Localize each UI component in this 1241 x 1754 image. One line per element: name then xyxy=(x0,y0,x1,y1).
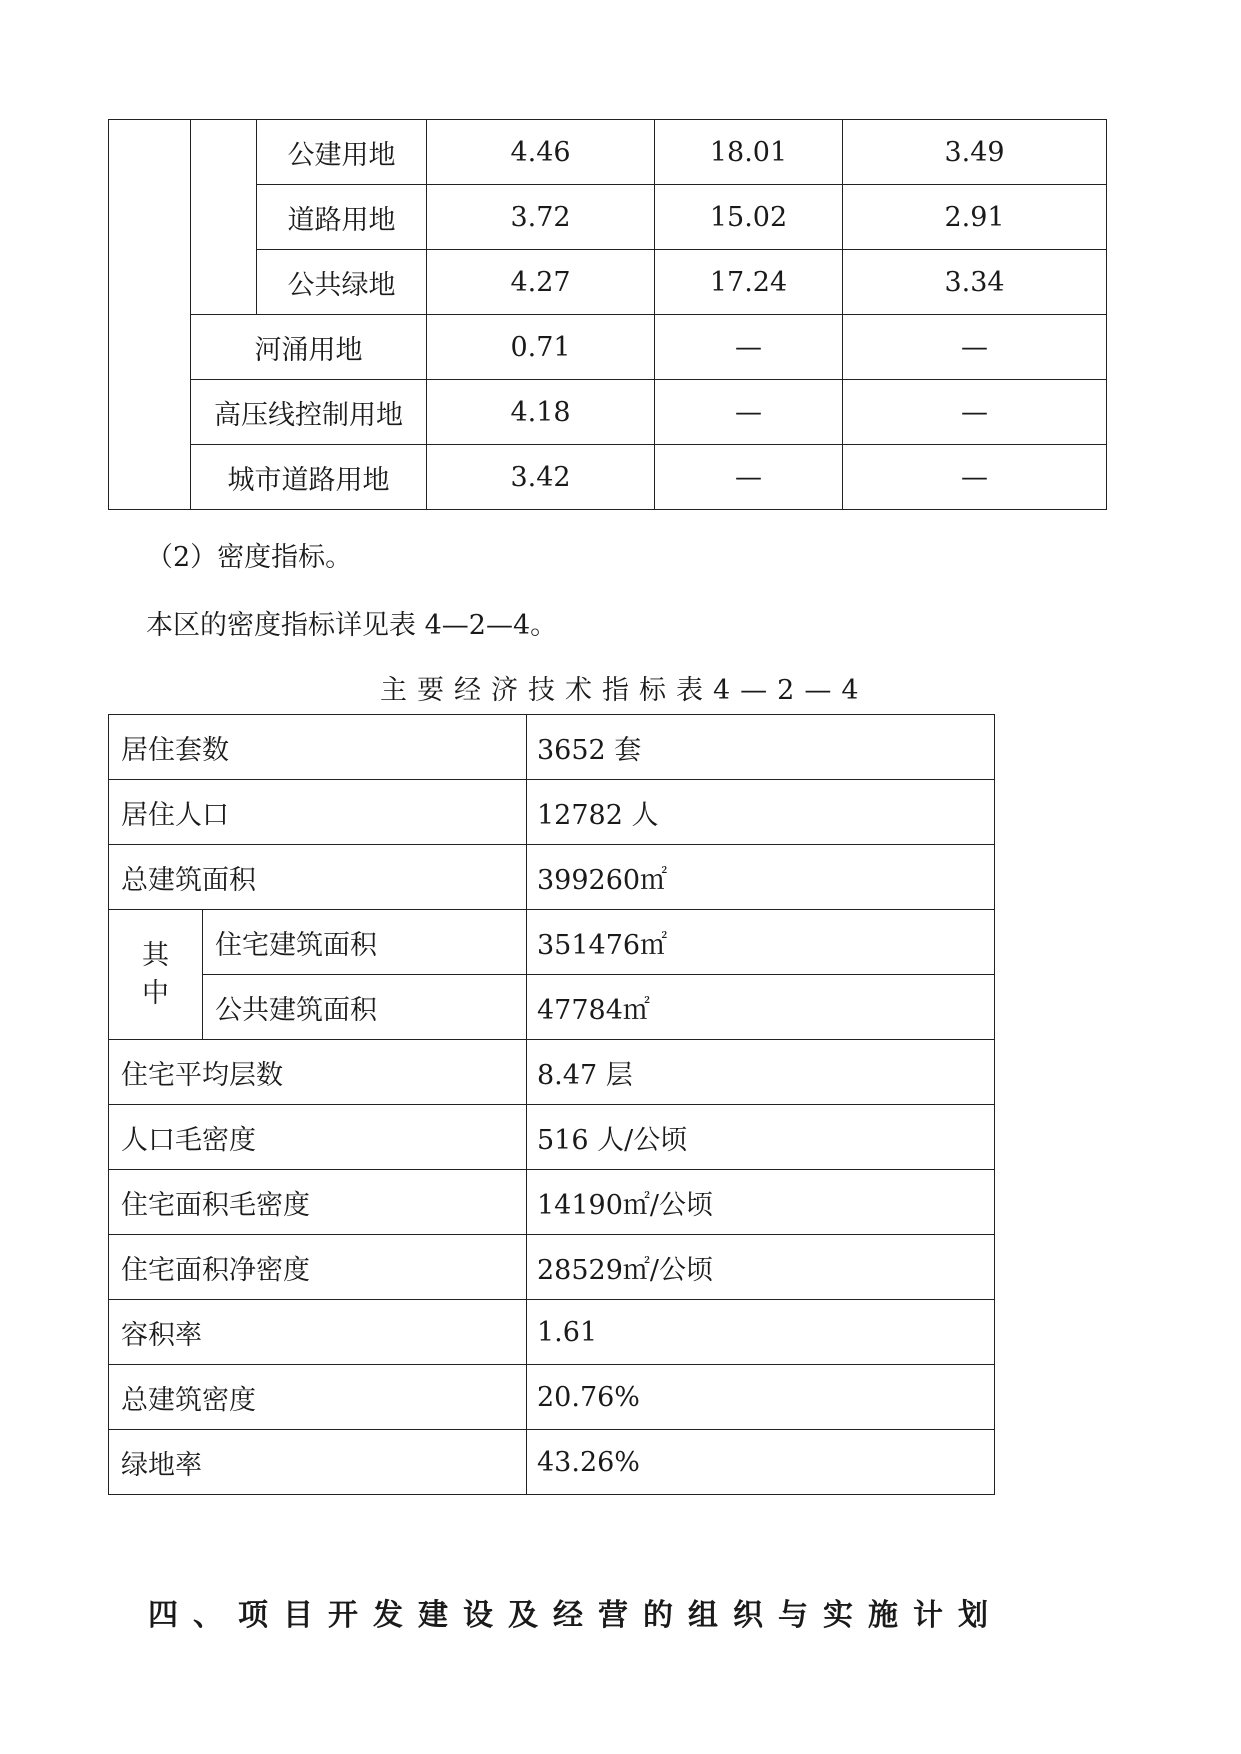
table-row xyxy=(109,445,1107,510)
indicator-value: 516 人/公顷 xyxy=(527,1105,995,1170)
indicator-label: 居住套数 xyxy=(109,715,527,780)
table-row xyxy=(109,1040,995,1105)
indicator-table xyxy=(108,714,995,1495)
table-row xyxy=(109,975,995,1040)
table-row xyxy=(109,845,995,910)
indicator-label: 人口毛密度 xyxy=(109,1105,527,1170)
value-cell: 3.49 xyxy=(843,120,1107,185)
land-use-name: 公共绿地 xyxy=(257,250,427,315)
value-cell: — xyxy=(843,380,1107,445)
value-cell: — xyxy=(655,445,843,510)
table-row xyxy=(109,380,1107,445)
land-use-table xyxy=(108,119,1107,510)
indicator-value: 351476㎡ xyxy=(527,910,995,975)
table-row xyxy=(109,1430,995,1495)
density-intro: 本区的密度指标详见表 4—2—4。 xyxy=(146,610,558,641)
table-row xyxy=(109,185,1107,250)
value-cell: — xyxy=(843,445,1107,510)
blank-cell xyxy=(191,120,257,315)
indicator-label: 公共建筑面积 xyxy=(203,975,527,1040)
indicator-label: 容积率 xyxy=(109,1300,527,1365)
table-row xyxy=(109,315,1107,380)
indicator-value: 1.61 xyxy=(527,1300,995,1365)
indicator-label: 住宅面积净密度 xyxy=(109,1235,527,1300)
land-use-name: 城市道路用地 xyxy=(191,445,427,510)
indicator-label: 总建筑密度 xyxy=(109,1365,527,1430)
table-row xyxy=(109,120,1107,185)
table-row xyxy=(109,1365,995,1430)
indicator-value: 28529㎡/公顷 xyxy=(527,1235,995,1300)
indicator-value: 8.47 层 xyxy=(527,1040,995,1105)
group-label xyxy=(109,910,203,1040)
table-row xyxy=(109,910,995,975)
table-row xyxy=(109,1170,995,1235)
value-cell: 4.46 xyxy=(427,120,655,185)
value-cell: 4.27 xyxy=(427,250,655,315)
value-cell: 17.24 xyxy=(655,250,843,315)
indicator-label: 居住人口 xyxy=(109,780,527,845)
value-cell: 3.72 xyxy=(427,185,655,250)
indicator-value: 47784㎡ xyxy=(527,975,995,1040)
land-use-name: 高压线控制用地 xyxy=(191,380,427,445)
indicator-value: 3652 套 xyxy=(527,715,995,780)
value-cell: 2.91 xyxy=(843,185,1107,250)
indicator-label: 绿地率 xyxy=(109,1430,527,1495)
indicator-label: 住宅建筑面积 xyxy=(203,910,527,975)
value-cell: — xyxy=(843,315,1107,380)
table-row xyxy=(109,1235,995,1300)
table-row xyxy=(109,715,995,780)
land-use-name: 河涌用地 xyxy=(191,315,427,380)
value-cell: 15.02 xyxy=(655,185,843,250)
indicator-value: 43.26% xyxy=(527,1430,995,1495)
value-cell: — xyxy=(655,380,843,445)
indicator-label: 住宅平均层数 xyxy=(109,1040,527,1105)
section-heading: 四、项目开发建设及经营的组织与实施计划 xyxy=(148,1598,1003,1633)
value-cell: — xyxy=(655,315,843,380)
blank-cell xyxy=(109,120,191,510)
indicator-value: 20.76% xyxy=(527,1365,995,1430)
land-use-name: 公建用地 xyxy=(257,120,427,185)
indicator-label: 住宅面积毛密度 xyxy=(109,1170,527,1235)
value-cell: 0.71 xyxy=(427,315,655,380)
value-cell: 3.42 xyxy=(427,445,655,510)
table-caption: 主要经济技术指标表4—2—4 xyxy=(380,675,869,706)
value-cell: 18.01 xyxy=(655,120,843,185)
indicator-value: 14190㎡/公顷 xyxy=(527,1170,995,1235)
table-row xyxy=(109,250,1107,315)
indicator-value: 399260㎡ xyxy=(527,845,995,910)
table-row xyxy=(109,780,995,845)
table-row xyxy=(109,1105,995,1170)
density-heading: （2）密度指标。 xyxy=(146,542,353,573)
land-use-name: 道路用地 xyxy=(257,185,427,250)
group-label-line: 其 xyxy=(142,939,169,971)
value-cell: 4.18 xyxy=(427,380,655,445)
group-label-line: 中 xyxy=(142,977,169,1009)
indicator-label: 总建筑面积 xyxy=(109,845,527,910)
indicator-value: 12782 人 xyxy=(527,780,995,845)
value-cell: 3.34 xyxy=(843,250,1107,315)
table-row xyxy=(109,1300,995,1365)
